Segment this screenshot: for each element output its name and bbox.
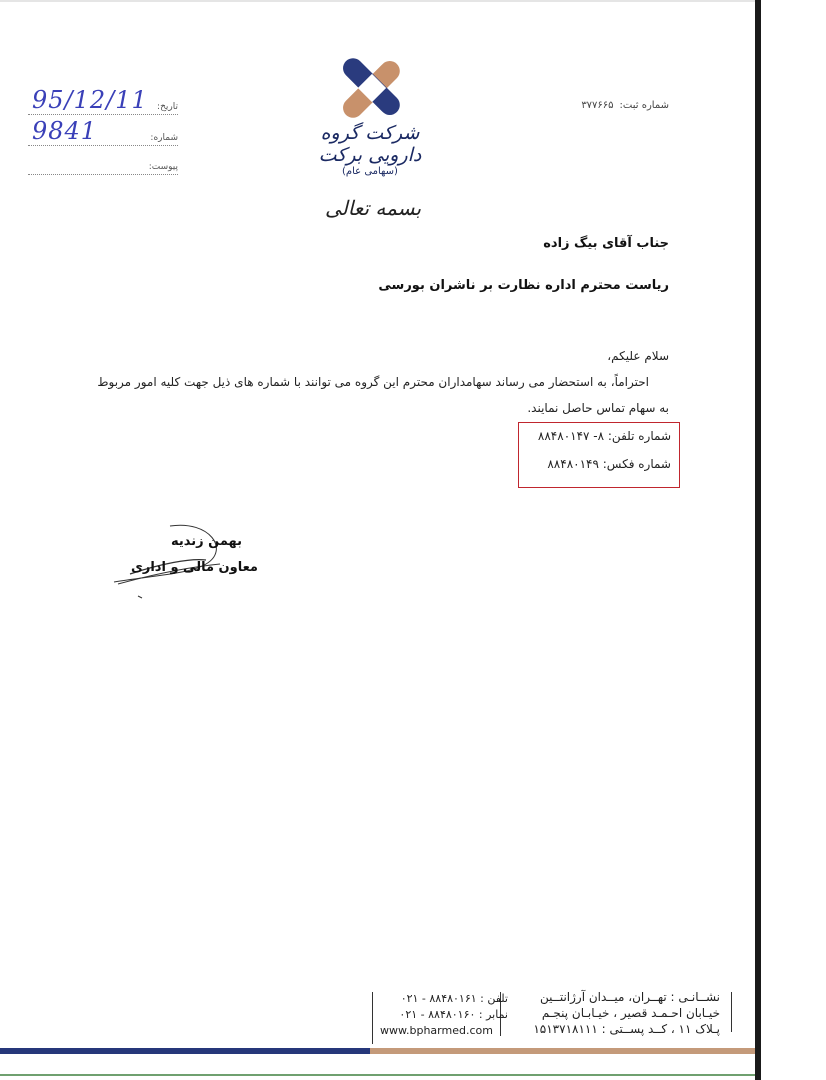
footer-divider	[731, 992, 732, 1032]
attachment-row	[28, 146, 178, 175]
company-emblem-icon	[335, 56, 405, 120]
registration-value: ۳۷۷۶۶۵	[581, 100, 614, 111]
footer-band-navy	[0, 1048, 370, 1054]
company-name: شرکت گروه دارویی برکت	[318, 122, 422, 166]
footer-website-link[interactable]: www.bpharmed.com	[380, 1024, 493, 1037]
contact-phone: شماره تلفن: ۸- ۸۸۴۸۰۱۴۷	[537, 429, 671, 443]
date-label: تاریخ:	[157, 102, 178, 112]
footer-fax: نمابر : ۸۸۴۸۰۱۶۰ - ۰۲۱	[399, 1008, 508, 1021]
registration-label: شماره ثبت:	[619, 100, 669, 111]
attachment-label: پیوست:	[148, 162, 178, 172]
contact-fax: شماره فکس: ۸۸۴۸۰۱۴۹	[547, 457, 671, 471]
body-paragraph-line-1: احتراماً، به استحضار می رساند سهامداران محترم این گروه می توانند با شماره های ذیل جهت کلیه امور مربوط	[97, 375, 649, 389]
footer-band-tan	[370, 1048, 755, 1054]
top-rule	[0, 0, 755, 2]
recipient-name: جناب آقای بیگ زاده	[543, 236, 669, 251]
contact-numbers-box	[518, 422, 680, 488]
recipient-title: ریاست محترم اداره نظارت بر ناشران بورسی	[378, 278, 669, 293]
signer-name: بهمن زندیه	[170, 534, 242, 549]
company-type: (سهامی عام)	[342, 166, 398, 177]
signature-block	[110, 534, 260, 614]
footer	[372, 988, 732, 1044]
number-handwritten: 9841	[32, 117, 98, 145]
letter-meta	[28, 84, 178, 175]
footer-address-line-3: پـلاک ۱۱ ، کــد پســتی : ۱۵۱۳۷۱۸۱۱۱	[533, 1022, 720, 1036]
invocation-heading: بسمه تعالی	[324, 196, 422, 220]
signer-title: معاون مالی و اداری	[130, 560, 258, 575]
greeting: سلام علیکم،	[607, 349, 669, 363]
date-row	[28, 84, 178, 115]
number-row	[28, 115, 178, 146]
bottom-rule	[0, 1074, 755, 1076]
page-edge	[755, 0, 761, 1080]
body-paragraph-line-2: به سهام تماس حاصل نمایند.	[527, 401, 669, 415]
date-handwritten: 95/12/11	[32, 86, 148, 114]
registration-number	[575, 100, 669, 111]
footer-address-line-2: خیـابان احـمـد قصیر ، خیـابـان پنجـم	[541, 1006, 720, 1020]
footer-address-line-1: نشــانـی : تهــران، میــدان آرژانتــین	[540, 990, 720, 1004]
letter-body	[70, 343, 669, 421]
footer-phone: تلفن : ۸۸۴۸۰۱۶۱ - ۰۲۱	[400, 992, 508, 1005]
number-label: شماره:	[150, 133, 178, 143]
footer-divider	[372, 992, 373, 1044]
company-logo	[300, 56, 440, 177]
